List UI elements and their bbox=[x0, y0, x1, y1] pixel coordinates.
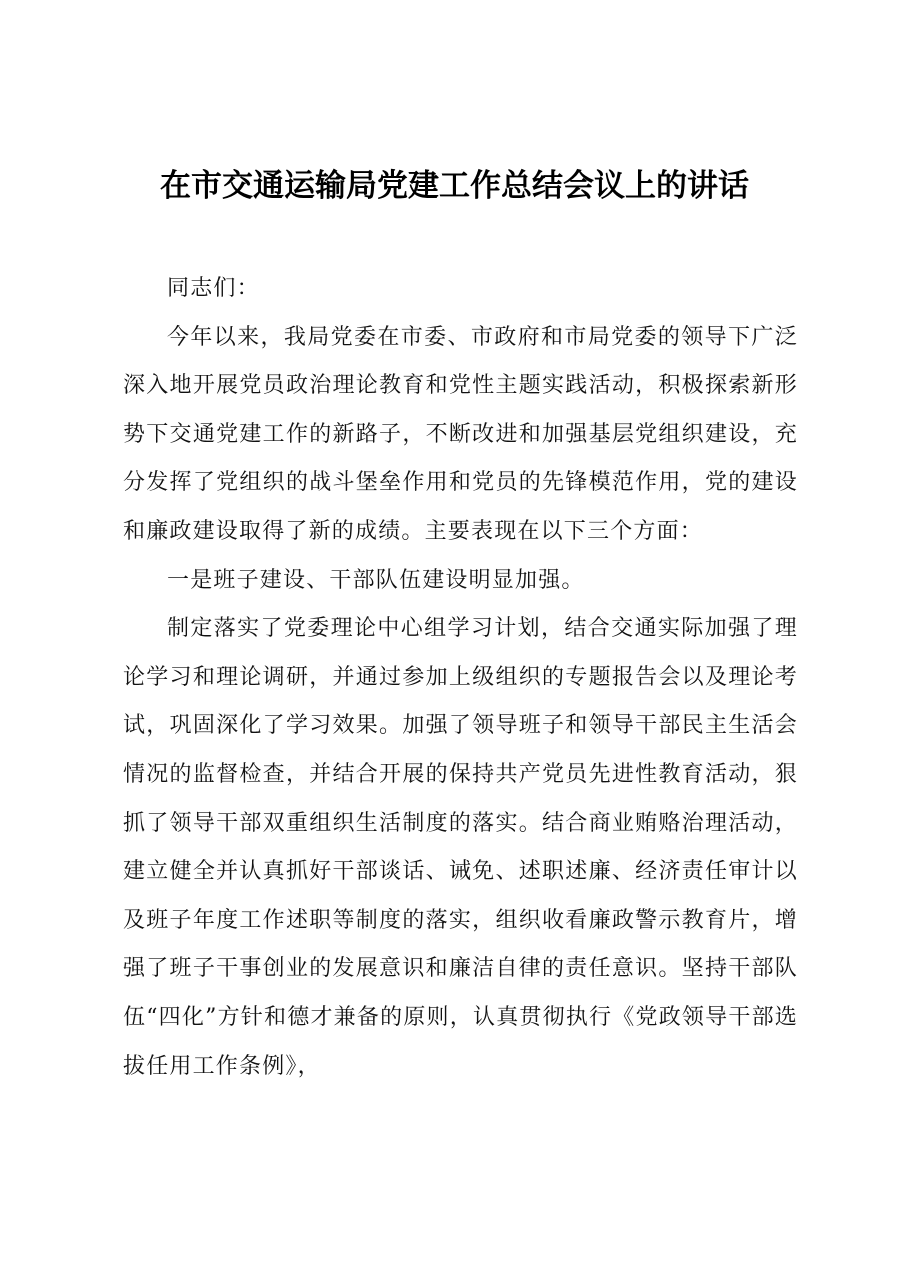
intro-paragraph: 今年以来，我局党委在市委、市政府和市局党委的领导下广泛深入地开展党员政治理论教育和党性主题实践活动，积极探索新形势下交通党建工作的新路子，不断改进和加强基层党组织建设，充分发挥了党组织的战斗堡垒作用和党员的先锋模范作用，党的建设和廉政建设取得了新的成绩。主要表现在以下三个方面： bbox=[123, 324, 798, 544]
section-heading-paragraph: 一是班子建设、干部队伍建设明显加强。 bbox=[167, 567, 585, 593]
body-paragraph: 制定落实了党委理论中心组学习计划，结合交通实际加强了理论学习和理论调研，并通过参加上级组织的专题报告会以及理论考试，巩固深化了学习效果。加强了领导班子和领导干部民主生活会情况的监督检查，并结合开展的保持共产党员先进性教育活动，狠抓了领导干部双重组织生活制度的落实。结合商业贿赂治理活动，建立健全并认真抓好干部谈话、诫免、述职述廉、经济责任审计以及班子年度工作述职等制度的落实，组织收看廉政警示教育片，增强了班子干事创业的发展意识和廉洁自律的责任意识。坚持干部队伍“四化”方针和德才兼备的原则，认真贯彻执行《党政领导干部选拔任用工作条例》， bbox=[123, 616, 798, 1079]
document-title: 在市交通运输局党建工作总结会议上的讲话 bbox=[160, 168, 749, 204]
document-body bbox=[123, 265, 798, 1091]
salutation-paragraph: 同志们： bbox=[167, 276, 260, 301]
